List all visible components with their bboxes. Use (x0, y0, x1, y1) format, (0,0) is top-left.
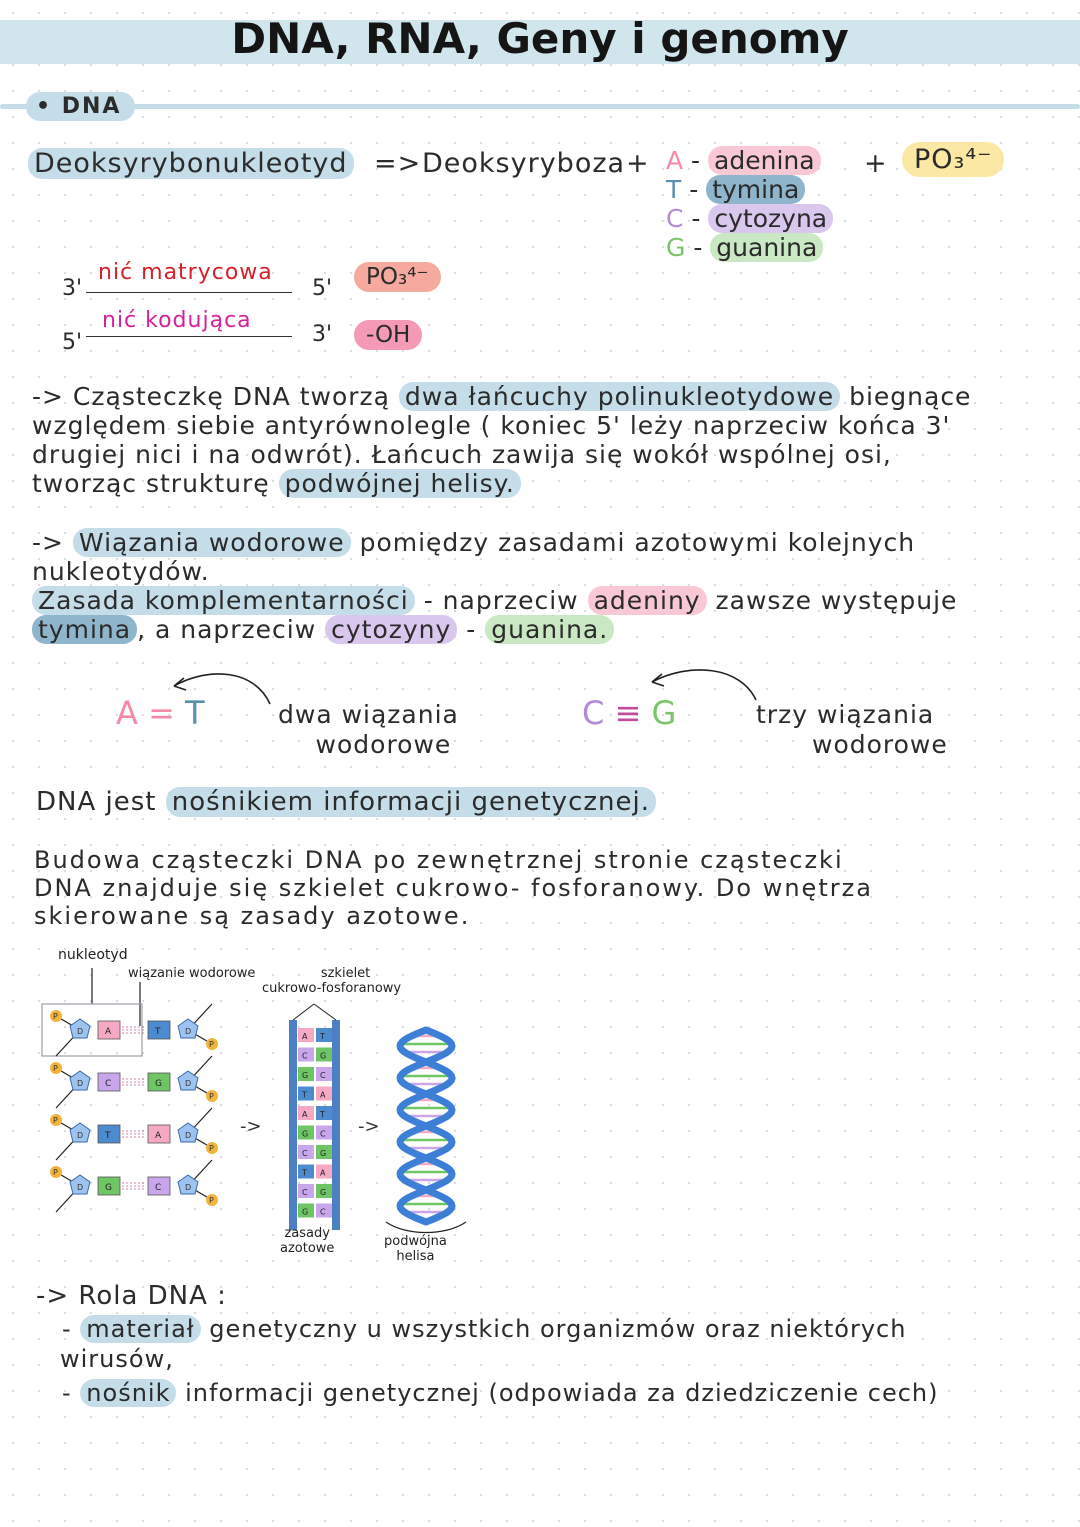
diagram-label-line: cukrowo-fosforanowy (262, 981, 402, 996)
diagram-label-helix (384, 1234, 447, 1264)
nucleotide-term (28, 148, 354, 179)
base-letter: T (185, 694, 205, 732)
text-span: - (62, 1315, 81, 1343)
highlight-span: cytozyny (325, 615, 457, 644)
ladder-base-label: A (302, 1032, 308, 1041)
ladder-base-label: C (302, 1188, 308, 1197)
structure-paragraph (34, 846, 873, 930)
para2-line (32, 586, 957, 615)
coding-start: 5' (62, 330, 83, 355)
base-name: tymina (706, 175, 805, 204)
section-label-text: DNA (61, 94, 122, 119)
text-span: drugiej nici i na odwrót). Łańcuch zawija się wokół wspólnej osi, (32, 440, 892, 469)
highlight-span: tymina (32, 615, 137, 644)
text-span: biegnące (840, 382, 972, 411)
ladder-base-label: T (320, 1110, 325, 1119)
sugar-label: Deoksyryboza (422, 148, 626, 179)
structure-line: Budowa cząsteczki DNA po zewnętrznej stronie cząsteczki (34, 846, 844, 874)
highlight-span: nośnik (80, 1379, 176, 1407)
diagram-label-line: helisa (396, 1249, 435, 1264)
coding-end: 3' (312, 322, 333, 347)
phosphate-label: P (209, 1092, 214, 1101)
ladder-base-label: G (320, 1188, 327, 1197)
plus-sign-2: + (864, 148, 888, 179)
base-letter: G (651, 694, 677, 732)
template-tag (354, 264, 441, 290)
base-row-g: G - guanina (666, 233, 833, 262)
sugar-label: D (77, 1183, 84, 1192)
base-label: G (105, 1183, 112, 1193)
base-label: C (105, 1079, 112, 1089)
base-letter: T (666, 175, 682, 204)
bond-symbol: = (148, 694, 175, 732)
diagram-arrow-1: -> (240, 1116, 262, 1137)
ladder-base-label: T (302, 1090, 307, 1100)
structure-line: skierowane są zasady azotowe. (34, 902, 471, 930)
diagram-label-line: azotowe (280, 1241, 335, 1256)
ladder-base-label: C (320, 1071, 326, 1080)
text-span: -> Cząsteczkę DNA tworzą (32, 382, 399, 411)
template-end: 5' (312, 276, 333, 301)
ladder-base-label: C (320, 1207, 326, 1217)
diagram-label-line: podwójna (384, 1234, 447, 1249)
nucleotide-term-text: Deoksyrybonukleotyd (28, 148, 354, 179)
base-label: A (155, 1131, 162, 1141)
ladder-base-label: A (302, 1110, 308, 1119)
base-label: C (155, 1183, 162, 1193)
ladder-base-label: T (302, 1168, 307, 1178)
paragraph-hydrogen-bonds (32, 528, 957, 644)
ladder-base-label: C (302, 1149, 308, 1158)
coding-tag-text: -OH (354, 320, 422, 350)
highlight-span: dwa łańcuchy polinukleotydowe (399, 382, 840, 411)
plus-sign-1: + (626, 148, 650, 179)
text-span: - naprzeciw (414, 586, 588, 615)
ladder-base-label: A (320, 1168, 326, 1178)
text-span: , a naprzeciw (137, 615, 326, 644)
coding-strand-line (86, 336, 292, 337)
base-label: T (105, 1131, 111, 1141)
straight-ladder (289, 1004, 340, 1230)
ladder-base-label: G (302, 1129, 309, 1139)
pair-desc-line: wodorowe (812, 730, 948, 759)
highlight-span: nośnikiem informacji genetycznej. (166, 787, 656, 817)
highlight-span: Wiązania wodorowe (73, 528, 351, 557)
base-letter: G (666, 233, 686, 262)
role-item (62, 1314, 939, 1344)
text-span: - (62, 1379, 81, 1407)
diagram-label-line: zasady (284, 1226, 330, 1241)
base-row-t: T - tymina (666, 175, 833, 204)
ladder-base-label: G (320, 1051, 327, 1061)
base-letter: C (582, 694, 605, 732)
diagram-label-bases (280, 1226, 334, 1256)
para1-line (32, 411, 971, 440)
role-item (62, 1378, 939, 1408)
diagram-arrow-2: -> (358, 1116, 380, 1137)
base-row-a: A - adenina (666, 146, 833, 175)
sugar-label: D (185, 1131, 192, 1140)
base-label: T (155, 1027, 161, 1037)
para1-line (32, 440, 971, 469)
phosphate-label: P (53, 1012, 58, 1021)
text-span: DNA jest (36, 787, 166, 817)
phosphate-label: P (209, 1144, 214, 1153)
template-label: nić matrycowa (98, 260, 273, 285)
statement-line (36, 788, 656, 817)
role-list (62, 1314, 939, 1408)
base-name: guanina (710, 233, 823, 262)
nucleotide-arrow: => (374, 148, 422, 179)
ladder-base-label: C (320, 1129, 326, 1139)
sugar-label: D (77, 1079, 84, 1088)
sugar-label: D (77, 1027, 84, 1036)
structure-line: DNA znajduje się szkielet cukrowo- fosforanowy. Do wnętrza (34, 874, 873, 902)
diagram-label-hbond: wiązanie wodorowe (128, 966, 256, 981)
para2-line (32, 557, 957, 586)
base-name: adenina (708, 146, 821, 175)
base-label: A (105, 1027, 112, 1037)
sugar-label: D (185, 1079, 192, 1088)
text-span: - (457, 615, 486, 644)
phosphate-label: P (53, 1116, 58, 1125)
highlight-span: materiał (80, 1315, 200, 1343)
base-letter: A (116, 694, 138, 732)
bullet-icon: • (36, 94, 62, 119)
base-letter: C (666, 204, 684, 233)
helix-strand (400, 1030, 452, 1222)
highlight-span: podwójnej helisy. (279, 469, 521, 498)
template-tag-text: PO₃⁴⁻ (354, 262, 441, 292)
text-span: informacji genetycznej (odpowiada za dziedziczenie cech) (176, 1379, 939, 1407)
bases-list (666, 146, 833, 262)
text-span: nukleotydów. (32, 557, 210, 586)
highlight-span: guanina. (485, 615, 614, 644)
base-name: cytozyna (708, 204, 833, 233)
template-strand-line (86, 292, 292, 293)
phosphate-label: P (53, 1168, 58, 1177)
diagram-label-line: szkielet (320, 966, 371, 981)
base-row-c: C - cytozyna (666, 204, 833, 233)
para2-line (32, 528, 957, 557)
phosphate-label: P (209, 1040, 214, 1049)
para2-line (32, 615, 957, 644)
text-span: pomiędzy zasadami azotowymi kolejnych (350, 528, 916, 557)
text-span: zawsze występuje (706, 586, 958, 615)
diagram-label-nucleotide: nukleotyd (58, 947, 128, 963)
paragraph-antiparallel (32, 382, 971, 498)
para1-line (32, 382, 971, 411)
phosphate-badge (902, 144, 1004, 175)
role-heading: -> Rola DNA : (36, 1281, 227, 1311)
ladder-base-label: T (320, 1032, 325, 1041)
sugar-label: D (185, 1183, 192, 1192)
highlight-span: Zasada komplementarności (32, 586, 415, 615)
sugar-label: D (185, 1027, 192, 1036)
text-span: względem siebie antyrównolegle ( koniec 5' leży naprzeciw końca 3' (32, 411, 951, 440)
ladder-base-label: C (302, 1051, 308, 1061)
ladder-base-label: A (320, 1090, 326, 1100)
section-divider (0, 104, 1080, 109)
coding-tag (354, 322, 422, 348)
phosphate-text: PO₃⁴⁻ (902, 142, 1004, 177)
bond-symbol: ≡ (614, 694, 642, 732)
role-item-continuation: wirusów, (60, 1345, 174, 1373)
text-span: tworząc strukturę (32, 469, 279, 498)
straight-rungs (298, 1028, 332, 1218)
pair-at-desc (278, 700, 459, 760)
pair-desc-line: dwa wiązania (278, 700, 459, 729)
pair-cg-desc (756, 700, 948, 760)
ladder-base-label: G (320, 1149, 327, 1158)
pair-at (116, 694, 205, 732)
pair-desc-line: wodorowe (315, 730, 452, 759)
dna-structure-diagram (36, 960, 496, 1260)
base-letter: A (666, 146, 684, 175)
ladder-rows (50, 1004, 218, 1212)
section-label (26, 92, 135, 121)
phosphate-label: P (209, 1196, 214, 1205)
sugar-label: D (77, 1131, 84, 1140)
text-span: -> (32, 528, 73, 557)
double-helix (400, 1030, 452, 1222)
text-span: genetyczny u wszystkich organizmów oraz niektórych (200, 1315, 907, 1343)
coding-label: nić kodująca (102, 308, 252, 333)
pair-cg (582, 694, 676, 732)
phosphate-label: P (53, 1064, 58, 1073)
para1-line (32, 469, 971, 498)
base-label: G (155, 1079, 162, 1089)
pair-desc-line: trzy wiązania (756, 700, 935, 729)
page-title: DNA, RNA, Geny i genomy (231, 14, 849, 63)
ladder-base-label: G (302, 1207, 309, 1217)
highlight-span: adeniny (588, 586, 707, 615)
template-start: 3' (62, 276, 83, 301)
ladder-base-label: G (302, 1071, 309, 1080)
